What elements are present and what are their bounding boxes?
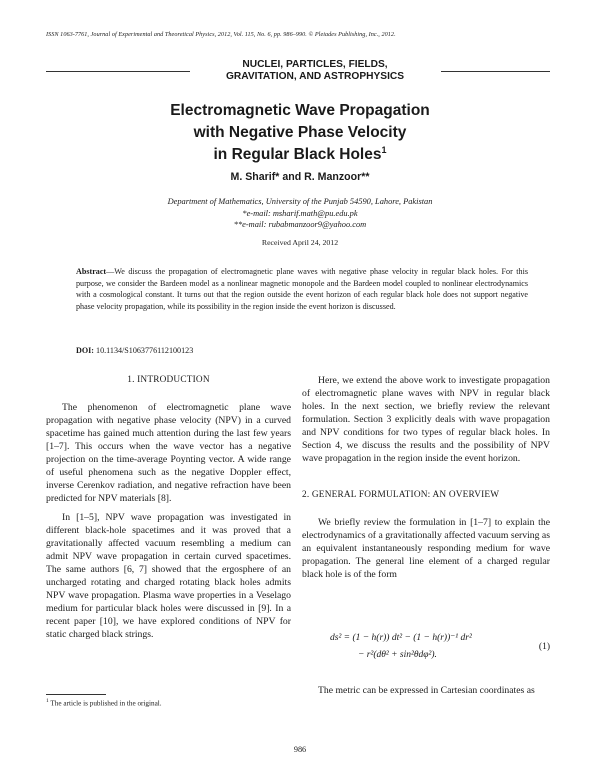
section-heading-general-formulation: 2. GENERAL FORMULATION: AN OVERVIEW (302, 490, 500, 500)
title-line3-wrap (100, 144, 500, 166)
page-number: 986 (293, 745, 307, 754)
affiliation-email1: *e-mail: msharif.math@pu.edu.pk (242, 208, 358, 218)
abstract (76, 266, 528, 312)
header-rule-right (441, 71, 550, 72)
footnote-mark: 1 (46, 698, 49, 704)
header-rule-left (46, 71, 190, 72)
title-line3: in Regular Black Holes (213, 146, 382, 163)
authors: M. Sharif* and R. Manzoor** (230, 171, 370, 183)
title-footnote-mark: 1 (381, 144, 387, 155)
paper-title (100, 100, 500, 166)
equation-number: (1) (538, 642, 550, 652)
intro-paragraph-3: Here, we extend the above work to investigate propagation of electromagnetic plane waves with NPV in regular black holes. In the next section, we briefly review the relevant formulation. Section 3 explicitly deals with wave propagation and NPV conditions for two types of regular black holes. In Section 4, we discuss the results and the possibility of NPV wave propagation in the region inside the event horizon. (302, 375, 550, 464)
affiliation-department: Department of Mathematics, University of the Punjab 54590, Lahore, Pakistan (167, 197, 433, 206)
doi (76, 346, 193, 355)
affiliation (100, 196, 500, 231)
affiliation-email2: **e-mail: rubabmanzoor9@yahoo.com (233, 220, 367, 229)
section-heading-line1: NUCLEI, PARTICLES, FIELDS, (242, 59, 388, 70)
intro-paragraph-2: In [1–5], NPV wave propagation was investigated in different black-hole spacetimes and it was proved that a gravitationally affected vacuum resembling a medium can admit NPV wave propagation in certain curved spacetimes. The same authors [6, 7] showed that the ergosphere of an uncharged rotating and charged rotating black holes admits NPV wave propagation. Plasma wave properties in a Veselago medium for particular black holes were discussed in [9]. In a recent paper [10], we have explored conditions of NPV for static charged black strings. (46, 512, 291, 640)
right-column (302, 374, 550, 581)
general-paragraph-2: The metric can be expressed in Cartesian coordinates as (318, 685, 535, 696)
doi-value: 10.1134/S1063776112100123 (96, 346, 194, 355)
journal-section-heading (190, 59, 440, 83)
section-heading-line2: GRAVITATION, AND ASTROPHYSICS (225, 71, 405, 82)
footnote (46, 698, 162, 707)
abstract-label: Abstract (76, 267, 107, 276)
title-line1: Electromagnetic Wave Propagation (170, 102, 430, 119)
equation-line1: ds² = (1 − h(r)) dt² − (1 − h(r))⁻¹ dr² (330, 633, 472, 643)
footnote-rule (46, 694, 106, 695)
doi-label: DOI: (76, 346, 94, 355)
abstract-text: —We discuss the propagation of electromagnetic plane waves with negative phase velocity in regular black holes. For this purpose, we consider the Bardeen model as a nonlinear magnetic monopole and the Bardeen model coupled to nonlinear electrodynamics with a cosmological constant. It turns out that the region outside the event horizon of each regular black hole does not support negative phase velocity propagation, while its possibility in the region inside the event horizon is discussed. (76, 267, 528, 311)
right-column-bottom (302, 684, 550, 697)
journal-issn-line: ISSN 1063-7761, Journal of Experimental and Theoretical Physics, 2012, Vol. 115, No. 6, pp. 986–990. © Pleiades Publishing, Inc., 2012. (46, 31, 396, 38)
intro-paragraph-1: The phenomenon of electromagnetic plane wave propagation with negative phase velocity (NPV) in a curved spacetime has gained much attention during the last few years [1–7]. This occurs when the wave vector has a negative projection on the time-average Poynting vector. A wide range of useful phenomena such as the negative Doppler effect, inverse Cerenkov radiation, and negative refraction have been predicted for NPV materials [8]. (46, 402, 291, 504)
equation-line2: − r²(dθ² + sin²θdφ²). (358, 650, 437, 660)
left-column (46, 374, 291, 641)
title-line2: with Negative Phase Velocity (193, 124, 407, 141)
section-heading-introduction: 1. INTRODUCTION (127, 375, 210, 385)
received-date: Received April 24, 2012 (261, 238, 339, 247)
footnote-text: The article is published in the original. (50, 699, 162, 708)
general-paragraph-1: We briefly review the formulation in [1–7] to explain the electrodynamics of a gravitationally affected vacuum serving as an equivalent instantaneously responding medium for wave propagation. The general line element of a charged regular black hole is of the form (302, 517, 550, 580)
